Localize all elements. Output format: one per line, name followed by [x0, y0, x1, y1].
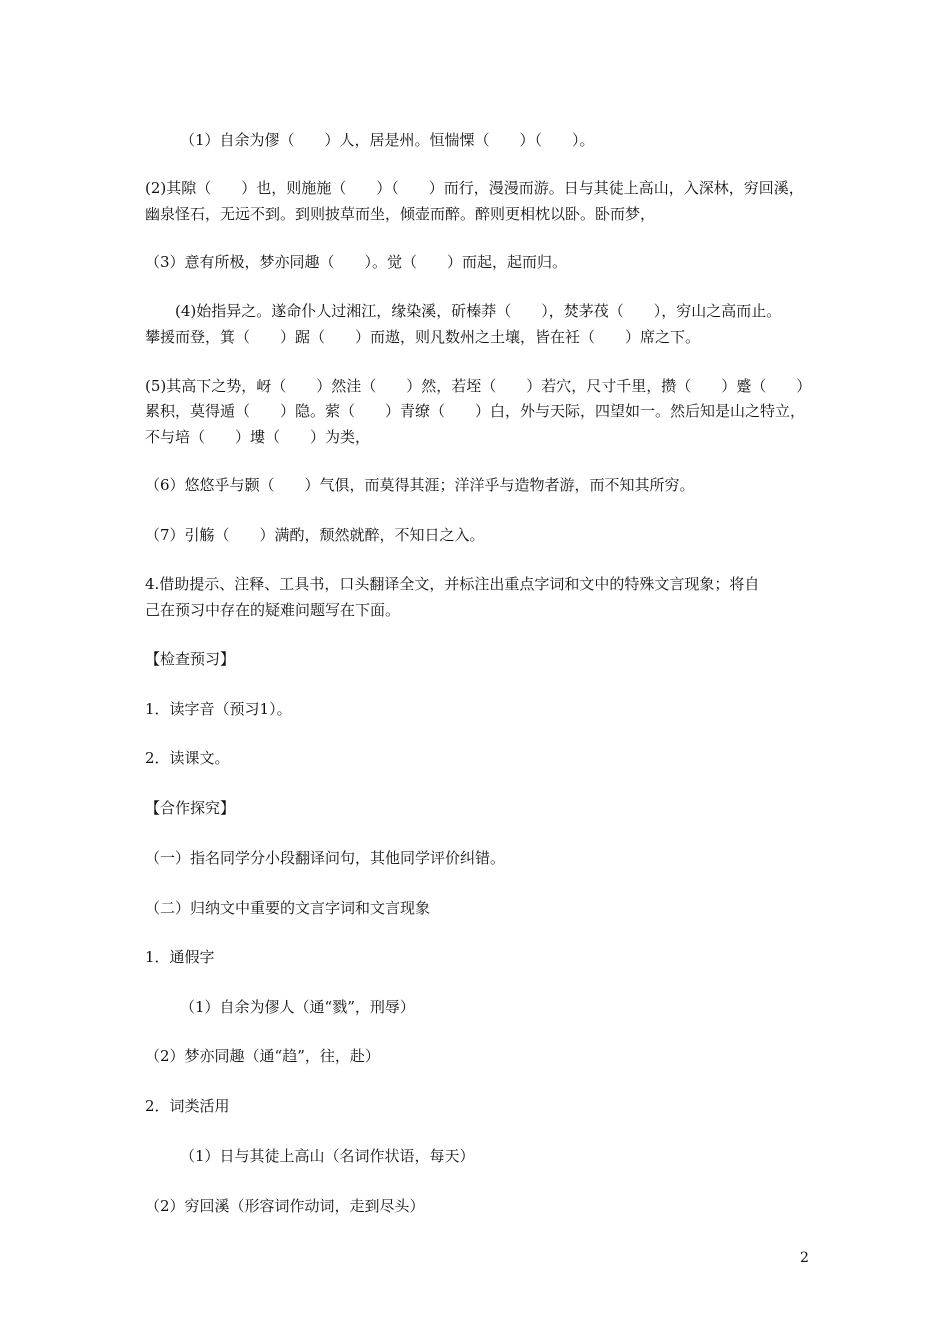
text-line: （1）自余为僇人（通“戮”，刑辱）	[180, 998, 415, 1016]
text-line: 4.借助提示、注释、工具书，口头翻译全文，并标注出重点字词和文中的特殊文言现象；将自	[145, 575, 760, 593]
text-line: (2)其隙（ ）也，则施施（ ）（ ）而行，漫漫而游。日与其徒上高山，入深林，穷回溪，	[145, 179, 804, 197]
text-line: 幽泉怪石，无远不到。到则披草而坐，倾壶而醉。醉则更相枕以卧。卧而梦，	[145, 205, 656, 223]
page-number: 2	[800, 1250, 809, 1266]
text-line: (4)始指异之。遂命仆人过湘江，缘染溪，斫榛莽（ ），焚茅茷（ ），穷山之高而止。	[175, 302, 782, 320]
text-line: 1．读字音（预习1）。	[145, 700, 292, 718]
text-line: （7）引觞（ ）满酌，颓然就醉，不知日之入。	[145, 526, 485, 544]
text-line: (5)其高下之势，岈（ ）然洼（ ）然，若垤（ ）若穴，尺寸千里，攒（ ）蹙（ ）	[145, 377, 812, 395]
section-heading: 【合作探究】	[145, 799, 236, 817]
text-line: 2．词类活用	[145, 1097, 230, 1115]
text-line: （1）日与其徒上高山（名词作状语，每天）	[180, 1147, 475, 1165]
text-line: 累积，莫得遁（ ）隐。萦（ ）青缭（ ）白，外与天际，四望如一。然后知是山之特立，	[145, 402, 806, 420]
text-line: （一）指名同学分小段翻译问句，其他同学评价纠错。	[145, 849, 506, 867]
section-heading: 【检查预习】	[145, 650, 236, 668]
text-line: （二）归纳文中重要的文言字词和文言现象	[145, 899, 431, 917]
text-line: 攀援而登，箕（ ）踞（ ）而遨，则凡数州之土壤，皆在衽（ ）席之下。	[145, 328, 701, 346]
text-line: （2）梦亦同趣（通“趋”，往，赴）	[145, 1047, 380, 1065]
text-line: （2）穷回溪（形容词作动词，走到尽头）	[145, 1197, 425, 1215]
text-line: （6）悠悠乎与颢（ ）气俱，而莫得其涯；洋洋乎与造物者游，而不知其所穷。	[145, 476, 695, 494]
text-line: 2．读课文。	[145, 749, 230, 767]
text-line: 己在预习中存在的疑难问题写在下面。	[145, 601, 401, 619]
text-line: 不与培（ ）塿（ ）为类，	[145, 428, 371, 446]
text-line: 1．通假字	[145, 948, 215, 966]
text-line: （1）自余为僇（ ）人，居是州。恒惴慄（ ）（ ）。	[180, 131, 595, 149]
text-line: （3）意有所极，梦亦同趣（ ）。觉（ ）而起，起而归。	[145, 253, 568, 271]
